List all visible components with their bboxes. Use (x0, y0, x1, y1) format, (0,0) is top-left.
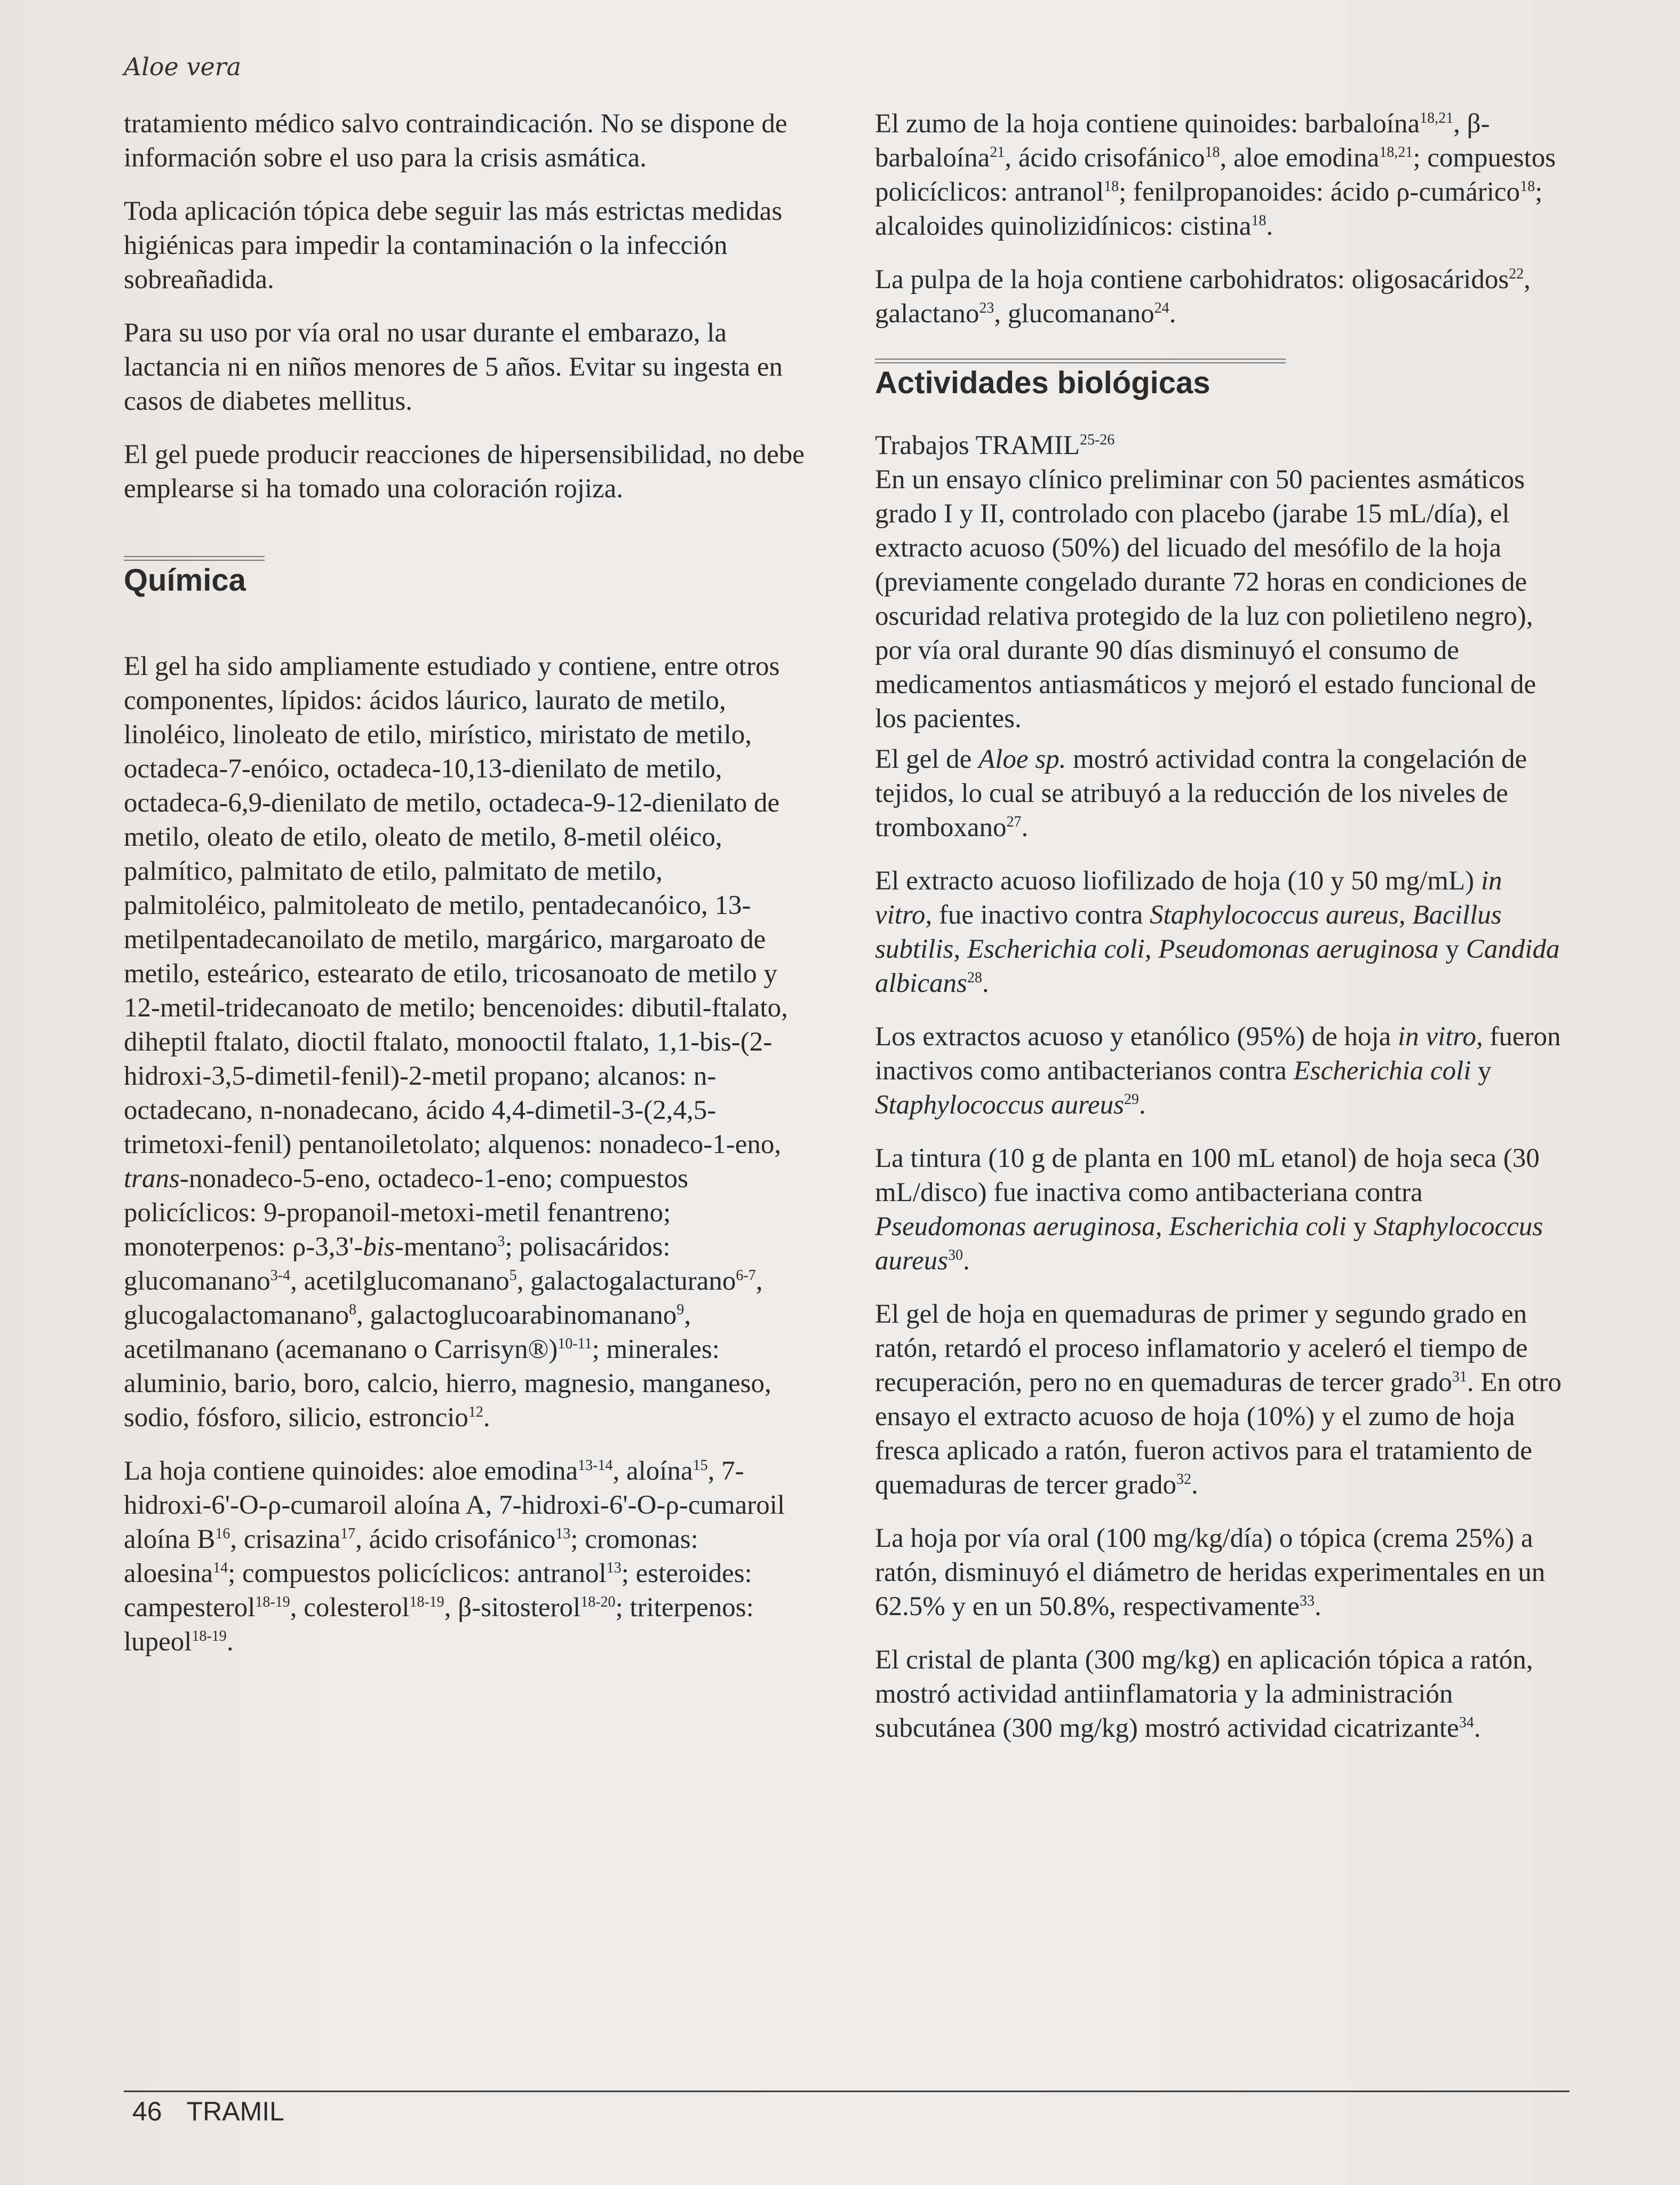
paragraph-gel-compounds: 12-metil-tridecanoato de metilo; bencenoides: dibutil-ftalato, diheptil ftalato, dioctil ftalato, monooctil ftalato, 1,1-bis-(2-hidroxi-3,5-dimetil-fenil)-2-metil propano; alcanos: n-octadecano, n-nonadecano, ácido 4,4-dimetil-3-(2,4,5-trimetoxi-fenil) pentanoiletolato; alquenos: nonadeco-1-eno, trans-nonadeco-5-eno, octadeco-1-eno; compuestos policíclicos: 9-propanoil-metoxi-metil fenantreno; monoterpenos: ρ-3,3'-bis-mentano$^3$; polisacáridos: glucomanano$^{3-4}$, acetilglucomanano$^5$, galactogalacturano$^{6-7}$, glucogalactomanano$^8$, galactoglucoarabinomanano$^9$, acetilmanano (acemanano o Carrisyn®)$^{10-11}$; minerales: aluminio, bario, boro, calcio, hierro, magnesio, manganeso, sodio, fósforo, silicio, estroncio$^{12}$. (124, 993, 788, 1433)
paragraph-precaution: tratamiento médico salvo contraindicación. No se dispone de información sobre el uso para la crisis asmática. (124, 109, 787, 173)
paragraph-lyophilized-extract: El extracto acuoso liofilizado de hoja (10 y 50 mg/mL) in vitro, fue inactivo contra Staphylococcus aureus, Bacillus subtilis, Escherichia coli, Pseudomonas aeruginosa y Candida albicans$^{28}$. (875, 866, 1560, 998)
running-header: Aloe vera (124, 52, 242, 81)
paragraph-plant-crystal: El cristal de planta (300 mg/kg) en aplicación tópica a ratón, mostró actividad antiinflamatoria y la administración subcutánea (300 mg/kg) mostró actividad cicatrizante$^{34}$. (875, 1645, 1533, 1743)
page-number: 46 (132, 2096, 162, 2126)
section-rule (875, 359, 1286, 363)
tramil-works-label: Trabajos TRAMIL$^{25-26}$ (875, 431, 1115, 460)
paragraph-clinical-trial: En un ensayo clínico preliminar con 50 pacientes asmáticos grado I y II, controlado con placebo (jarabe 15 mL/día), el extracto acuoso (50%) del licuado del mesófilo de la hoja (previamente congelado durante 72 horas en condiciones de oscuridad relativa protegido de la luz con polietileno negro), por vía oral durante 90 días disminuyó el consumo de medicamentos antiasmáticos y mejoró el estado funcional de los pacientes. (875, 465, 1536, 734)
paragraph-gel-lipids: El gel ha sido ampliamente estudiado y contiene, entre otros componentes, lípidos: ácidos láurico, laurato de metilo, linoléico, linoleato de etilo, mirístico, miristato de metilo, octadeca-7-enóico, octadeca-10,13-dienilato de metilo, octadeca-6,9-dienilato de metilo, octadeca-9-12-dienilato de metilo, oleato de etilo, oleato de metilo, 8-metil oléico, palmítico, palmitato de etilo, palmitato de metilo, palmitoléico, palmitoleato de metilo, pentadecanóico, 13-metilpentadecanoilato de metilo, margárico, margaroato de metilo, esteárico, estearato de etilo, tricosanoato de metilo y (124, 651, 780, 989)
section-title-actividades: Actividades biológicas (875, 366, 1211, 400)
footer-rule (124, 2091, 1570, 2092)
footer-label: TRAMIL (186, 2096, 284, 2126)
paragraph-leaf-compounds: La hoja contiene quinoides: aloe emodina$^{13-14}$, aloína$^{15}$, 7-hidroxi-6'-O-ρ-cumaroil aloína A, 7-hidroxi-6'-O-ρ-cumaroil aloína $B^{16}$, crisazina$^{17}$, ácido crisofánico$^{13}$; cromonas: aloesina$^{14}$; compuestos policíclicos: antranol$^{13}$; esteroides: campesterol$^{18-19}$, colesterol$^{18-19}$, β-sitosterol$^{18-20}$; triterpenos: lupeol$^{18-19}$. (124, 1456, 785, 1657)
section-rule (124, 556, 265, 561)
paragraph-frostbite: El gel de Aloe sp. mostró actividad contra la congelación de tejidos, lo cual se atribuyó a la reducción de los niveles de tromboxano$^{27}$. (875, 744, 1527, 843)
paragraph-oral-topical: La hoja por vía oral (100 mg/kg/día) o tópica (crema 25%) a ratón, disminuyó el diámetro de heridas experimentales en un 62.5% y en un 50.8%, respectivamente$^{33}$. (875, 1523, 1546, 1622)
paragraph-leaf-juice: El zumo de la hoja contiene quinoides: barbaloína$^{18,21}$, β-barbaloína$^{21}$, ácido crisofánico$^{18}$, aloe emodina$^{18,21}$; compuestos policíclicos: antranol$^{18}$; fenilpropanoides: ácido ρ-cumárico$^{18}$; alcaloides quinolizidínicos: cistina$^{18}$. (875, 109, 1556, 241)
right-column (875, 107, 1563, 1765)
page-footer (132, 2096, 284, 2127)
paragraph-ethanolic-extract: Los extractos acuoso y etanólico (95%) de hoja in vitro, fueron inactivos como antibacterianos contra Escherichia coli y Staphylococcus aureus$^{29}$. (875, 1022, 1561, 1120)
paragraph-leaf-pulp: La pulpa de la hoja contiene carbohidratos: oligosacáridos$^{22}$, galactano$^{23}$, glucomanano$^{24}$. (875, 265, 1531, 329)
left-column (124, 107, 812, 1659)
paragraph-oral-use: Para su uso por vía oral no usar durante el embarazo, la lactancia ni en niños menores de 5 años. Evitar su ingesta en casos de diabetes mellitus. (124, 318, 783, 416)
paragraph-burns: El gel de hoja en quemaduras de primer y segundo grado en ratón, retardó el proceso inflamatorio y aceleró el tiempo de recuperación, pero no en quemaduras de tercer grado$^{31}$. En otro ensayo el extracto acuoso de hoja (10%) y el zumo de hoja fresca aplicado a ratón, fueron activos para el tratamiento de quemaduras de tercer grado$^{32}$. (875, 1299, 1562, 1500)
paragraph-tincture: La tintura (10 g de planta en 100 mL etanol) de hoja seca (30 mL/disco) fue inactiva como antibacteriana contra Pseudomonas aeruginosa, Escherichia coli y Staphylococcus aureus$^{30}$. (875, 1143, 1543, 1276)
paragraph-hygiene: Toda aplicación tópica debe seguir las más estrictas medidas higiénicas para impedir la contaminación o la infección sobreañadida. (124, 196, 783, 295)
section-title-quimica: Química (124, 563, 246, 598)
paragraph-hypersensitivity: El gel puede producir reacciones de hipersensibilidad, no debe emplearse si ha tomado una coloración rojiza. (124, 440, 805, 504)
